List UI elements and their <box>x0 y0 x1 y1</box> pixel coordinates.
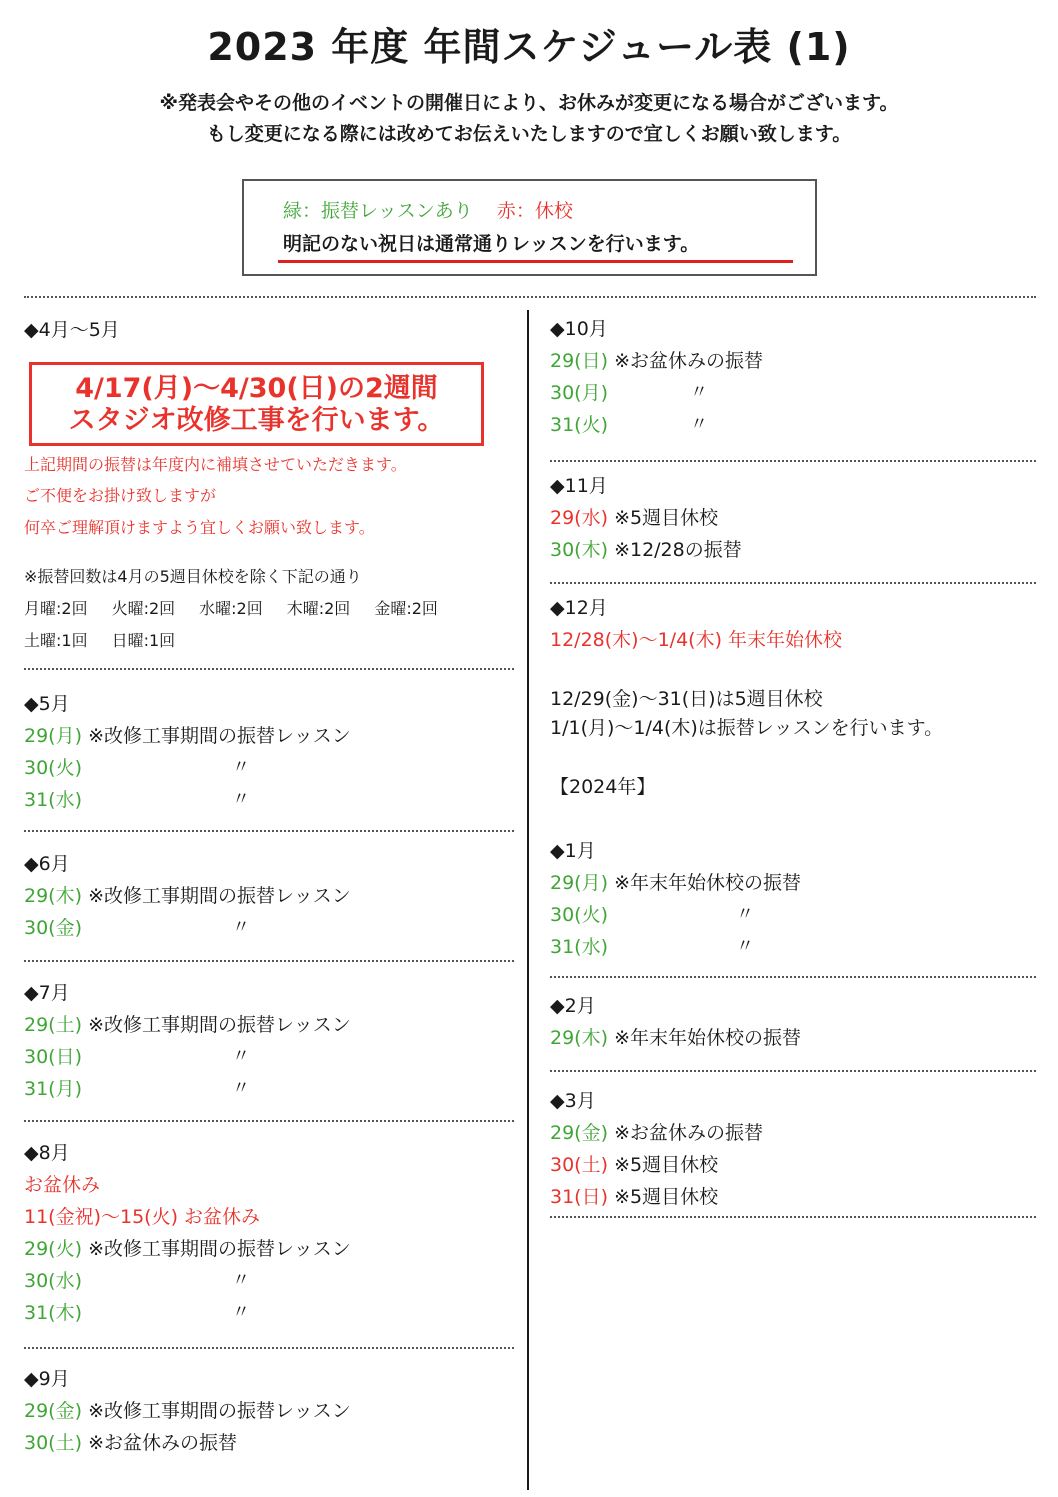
legend-colors <box>283 198 573 224</box>
schedule-row <box>24 1009 514 1041</box>
count-tue: 火曜:2回 <box>111 599 176 618</box>
schedule-row <box>24 1297 514 1329</box>
row-date: 29(火) <box>24 1238 83 1260</box>
row-date: 30(水) <box>24 1270 83 1292</box>
row-date: 29(月) <box>24 725 83 747</box>
ditto-mark: 〃 <box>232 1270 250 1291</box>
row-note: ※年末年始休校の振替 <box>614 872 801 894</box>
schedule-row <box>550 1149 1036 1181</box>
section-divider <box>24 1347 514 1349</box>
count-sun: 日曜:1回 <box>111 631 176 650</box>
ditto-mark: 〃 <box>232 789 250 810</box>
row-note: ※5週目休校 <box>614 1186 719 1208</box>
schedule-row <box>550 377 1036 409</box>
schedule-row <box>550 1181 1036 1213</box>
top-divider <box>24 296 1036 298</box>
schedule-row <box>550 899 1036 931</box>
section-heading: ◆6月 <box>24 853 70 875</box>
section-divider <box>550 976 1036 978</box>
ditto-mark: 〃 <box>232 757 250 778</box>
schedule-row <box>24 1395 514 1427</box>
schedule-row <box>24 880 514 912</box>
row-date: 30(土) <box>24 1432 83 1454</box>
notice-line-1: ※発表会やその他のイベントの開催日により、お休みが変更になる場合がございます。 <box>159 92 899 114</box>
legend-box <box>242 179 817 276</box>
section-divider <box>550 1216 1036 1218</box>
schedule-row <box>24 784 514 816</box>
row-date: 30(月) <box>550 382 609 404</box>
section-jan <box>550 835 1036 963</box>
ditto-mark: 〃 <box>232 1302 250 1323</box>
section-divider <box>550 582 1036 584</box>
section-mar <box>550 1085 1036 1213</box>
row-date: 29(月) <box>550 872 609 894</box>
section-jul <box>24 977 514 1105</box>
section-heading: ◆7月 <box>24 982 70 1004</box>
row-date: 30(土) <box>550 1154 609 1176</box>
section-jun <box>24 848 514 944</box>
notice-line-2: もし変更になる際には改めてお伝えいたしますので宜しくお願い致します。 <box>206 123 852 145</box>
column-divider <box>527 310 529 1490</box>
row-note: ※5週目休校 <box>614 1154 719 1176</box>
row-note: ※改修工事期間の振替レッスン <box>88 725 351 747</box>
construction-alert-box <box>29 362 484 446</box>
section-heading: ◆11月 <box>550 475 608 497</box>
section-oct <box>550 313 1036 441</box>
row-note: ※年末年始休校の振替 <box>614 1027 801 1049</box>
section-heading: ◆4月～5月 <box>24 319 120 341</box>
schedule-row <box>550 502 1036 534</box>
legend-holiday-note: 明記のない祝日は通常通りレッスンを行います。 <box>283 233 700 255</box>
row-date: 29(土) <box>24 1014 83 1036</box>
section-heading: ◆9月 <box>24 1368 70 1390</box>
alert-line-2: スタジオ改修工事を行います。 <box>68 405 445 436</box>
red-note-3: 何卒ご理解頂けますよう宜しくお願い致します。 <box>24 518 375 537</box>
row-date: 30(火) <box>24 757 83 779</box>
row-note: ※改修工事期間の振替レッスン <box>88 885 351 907</box>
row-date: 31(水) <box>24 789 83 811</box>
ditto-mark: 〃 <box>232 917 250 938</box>
row-date: 29(木) <box>24 885 83 907</box>
row-note: ※改修工事期間の振替レッスン <box>88 1238 351 1260</box>
dec-note-2: 1/1(月)～1/4(木)は振替レッスンを行います。 <box>550 717 944 739</box>
row-date: 30(木) <box>550 539 609 561</box>
row-date: 29(金) <box>550 1122 609 1144</box>
count-wed: 水曜:2回 <box>199 599 263 618</box>
schedule-row <box>550 1117 1036 1149</box>
schedule-row <box>24 720 514 752</box>
legend-red-label: 赤：休校 <box>496 200 573 222</box>
count-intro: ※振替回数は4月の5週目休校を除く下記の通り <box>24 567 362 586</box>
schedule-row <box>550 534 1036 566</box>
section-aug <box>24 1137 514 1329</box>
red-note-2: ご不便をお掛け致しますが <box>24 486 217 505</box>
section-divider <box>24 668 514 670</box>
schedule-row <box>24 912 514 944</box>
year-2024-label: 【2024年】 <box>550 776 656 798</box>
alert-line-1: 4/17(月)～4/30(日)の2週間 <box>75 373 438 404</box>
section-heading: ◆1月 <box>550 840 596 862</box>
schedule-row <box>550 345 1036 377</box>
schedule-row <box>24 1073 514 1105</box>
section-nov <box>550 470 1036 566</box>
row-note: ※お盆休みの振替 <box>88 1432 237 1454</box>
section-heading: ◆10月 <box>550 318 608 340</box>
schedule-row <box>24 1427 514 1459</box>
count-fri: 金曜:2回 <box>374 599 438 618</box>
ditto-mark: 〃 <box>736 904 754 925</box>
schedule-row <box>550 409 1036 441</box>
red-note-1: 上記期間の振替は年度内に補填させていただきます。 <box>24 455 407 474</box>
row-note: ※改修工事期間の振替レッスン <box>88 1400 351 1422</box>
section-divider <box>24 830 514 832</box>
count-row-1 <box>24 598 438 620</box>
schedule-row <box>24 1265 514 1297</box>
row-note: ※改修工事期間の振替レッスン <box>88 1014 351 1036</box>
section-divider <box>24 1120 514 1122</box>
row-date: 29(日) <box>550 350 609 372</box>
holiday-row: 11(金祝)～15(火) お盆休み <box>24 1206 261 1228</box>
section-apr-may <box>24 314 514 346</box>
row-note: ※12/28の振替 <box>614 539 742 561</box>
count-row-2 <box>24 630 175 652</box>
row-date: 29(水) <box>550 507 609 529</box>
row-date: 31(月) <box>24 1078 83 1100</box>
row-date: 31(木) <box>24 1302 83 1324</box>
section-divider <box>24 960 514 962</box>
ditto-mark: 〃 <box>690 382 708 403</box>
row-note: ※お盆休みの振替 <box>614 1122 763 1144</box>
row-date: 30(金) <box>24 917 83 939</box>
count-thu: 木曜:2回 <box>286 599 351 618</box>
schedule-row <box>550 931 1036 963</box>
row-note: ※お盆休みの振替 <box>614 350 763 372</box>
holiday-row: 12/28(木)～1/4(木) 年末年始休校 <box>550 629 843 651</box>
count-mon: 月曜:2回 <box>24 599 88 618</box>
row-date: 30(日) <box>24 1046 83 1068</box>
count-sat: 土曜:1回 <box>24 631 88 650</box>
row-date: 31(日) <box>550 1186 609 1208</box>
section-divider <box>550 460 1036 462</box>
row-date: 31(水) <box>550 936 609 958</box>
section-divider <box>550 1070 1036 1072</box>
section-heading: ◆5月 <box>24 693 70 715</box>
holiday-row: お盆休み <box>24 1174 101 1196</box>
schedule-row <box>24 1041 514 1073</box>
ditto-mark: 〃 <box>232 1046 250 1067</box>
legend-green-label: 緑：振替レッスンあり <box>283 200 473 222</box>
dec-note-1: 12/29(金)～31(日)は5週目休校 <box>550 688 823 710</box>
row-date: 30(火) <box>550 904 609 926</box>
section-heading: ◆3月 <box>550 1090 596 1112</box>
section-heading: ◆12月 <box>550 597 608 619</box>
ditto-mark: 〃 <box>690 414 708 435</box>
section-may <box>24 688 514 816</box>
schedule-row <box>550 1022 1036 1054</box>
ditto-mark: 〃 <box>232 1078 250 1099</box>
schedule-row <box>24 752 514 784</box>
section-feb <box>550 990 1036 1054</box>
section-heading: ◆8月 <box>24 1142 70 1164</box>
ditto-mark: 〃 <box>736 936 754 957</box>
section-dec <box>550 592 1036 656</box>
row-date: 31(火) <box>550 414 609 436</box>
schedule-row <box>550 867 1036 899</box>
schedule-row <box>24 1233 514 1265</box>
legend-underline <box>278 260 793 263</box>
row-date: 29(木) <box>550 1027 609 1049</box>
section-sep <box>24 1363 514 1459</box>
page-title: 2023 年度 年間スケジュール表 (1) <box>207 25 851 69</box>
section-heading: ◆2月 <box>550 995 596 1017</box>
row-note: ※5週目休校 <box>614 507 719 529</box>
row-date: 29(金) <box>24 1400 83 1422</box>
